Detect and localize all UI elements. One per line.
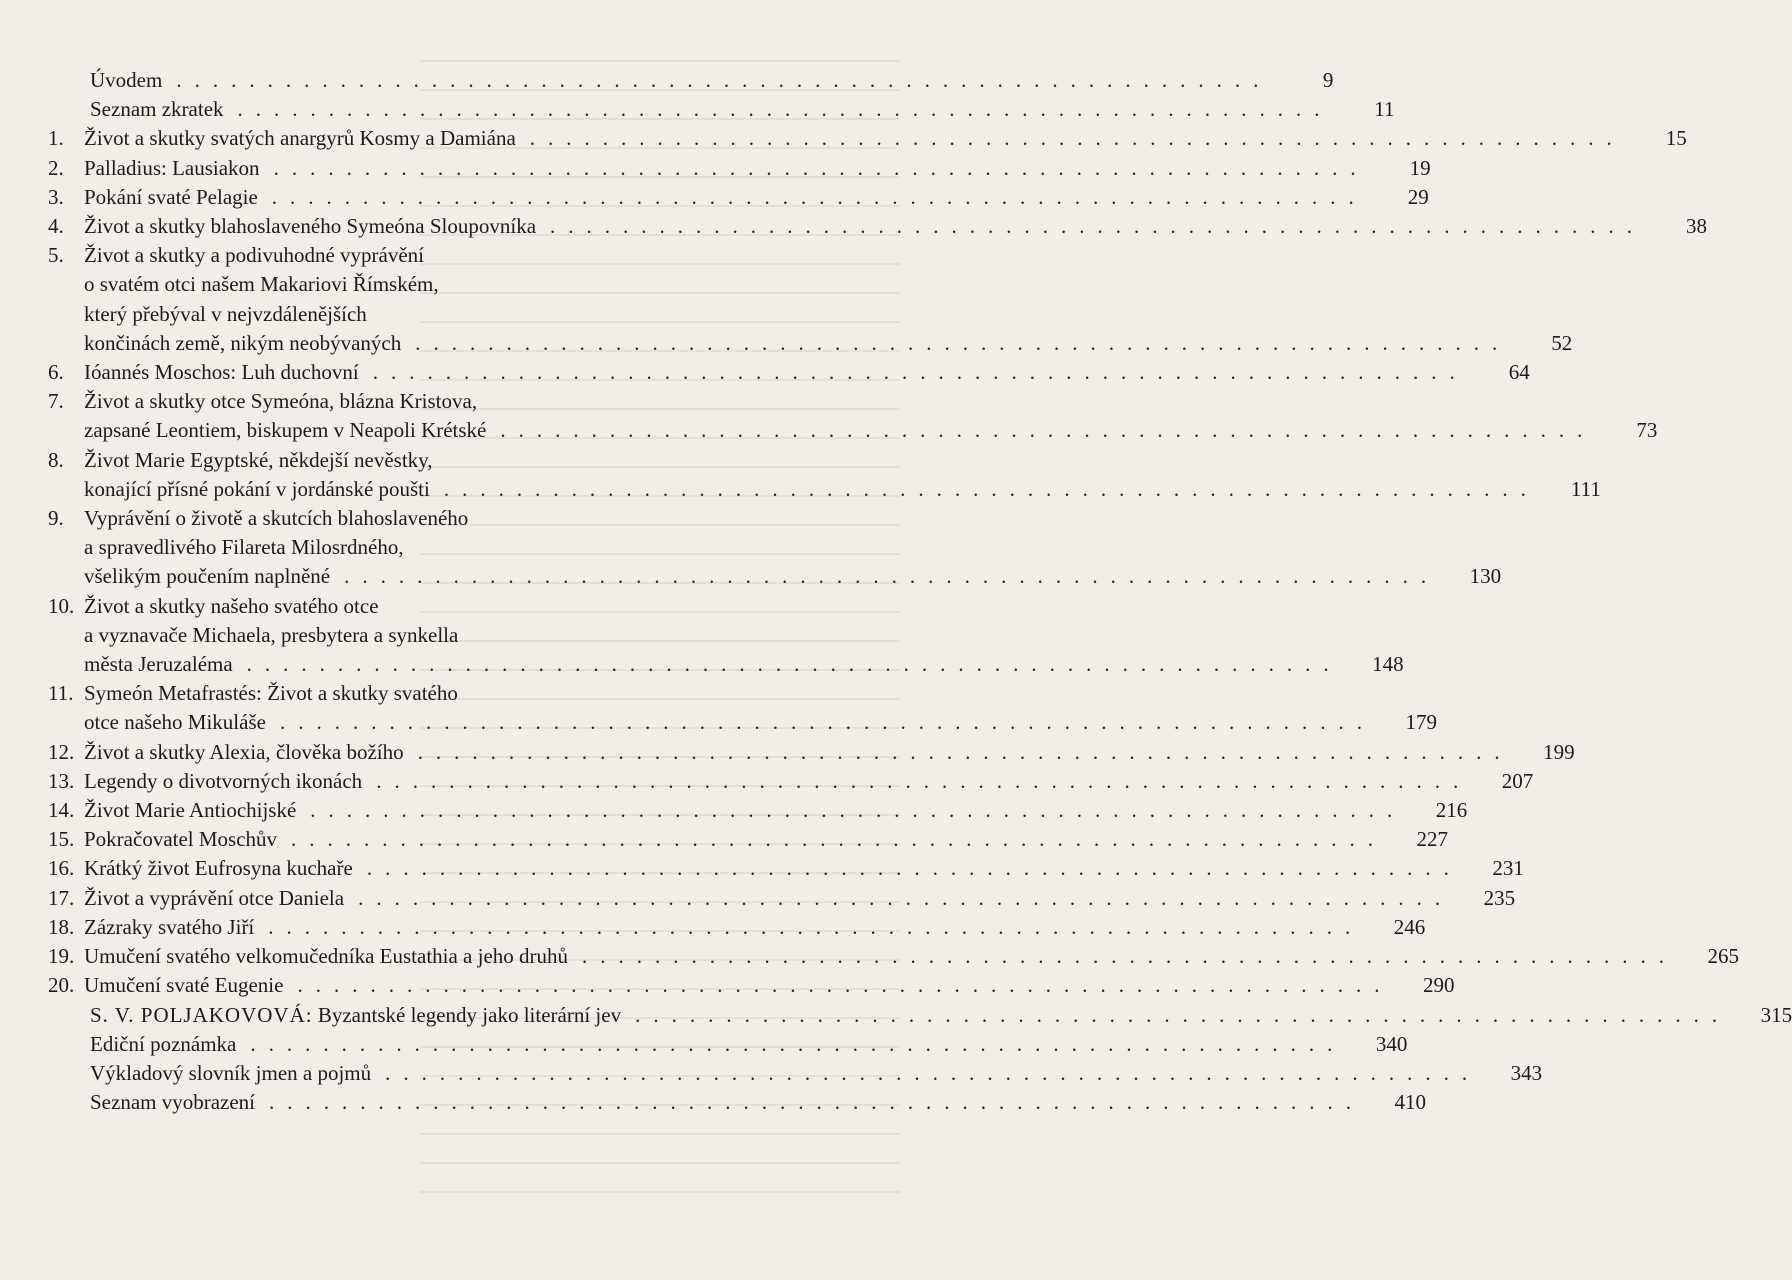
entry-text [84,1088,255,1117]
toc-entry-line [48,796,1468,825]
entry-text [84,679,458,708]
page-number: 29 [1407,184,1429,209]
dot-leader: ............................................................ [246,652,1342,677]
entry-title: Pokračovatel Moschův [84,827,278,852]
entry-title: Pokání svaté Pelagie [84,184,258,209]
dot-leader: ............................................................ [268,914,1364,939]
toc-entry-line [48,679,888,708]
toc-entry [48,592,1404,680]
toc-entry-line [48,212,1708,241]
dot-leader: ............................................................ [372,360,1468,385]
dot-leader: ............................................................ [344,564,1440,589]
entry-text [84,270,439,299]
page-number: 38 [1686,214,1708,239]
entry-text [84,154,260,183]
dot-leader: ............................................................ [273,155,1369,180]
toc-entry-line [48,124,1687,153]
toc-entry-line [48,1088,1427,1117]
page-number: 315 [1760,1002,1792,1027]
dot-leader: ............................................................ [310,798,1406,823]
page-number: 340 [1375,1031,1408,1056]
toc-entry-line [48,66,1334,95]
entry-number: 12. [48,739,75,764]
toc-entry [48,1059,1543,1088]
page-number: 216 [1435,798,1468,823]
entry-text [84,1059,371,1088]
toc-entry-line [48,592,888,621]
toc-entry-line [48,562,1502,591]
dot-leader: ............................................................ [415,330,1511,355]
dot-leader: ............................................................ [500,418,1596,443]
toc-entry [48,738,1575,767]
toc-entry-line [48,358,1530,387]
entry-text [84,504,468,533]
entry-number: 18. [48,914,75,939]
page-number: 246 [1393,914,1426,939]
toc-entry [48,942,1740,971]
toc-entry-line [48,95,1395,124]
toc-entry [48,358,1530,387]
entry-text [84,416,486,445]
dot-leader: ............................................................ [635,1002,1731,1027]
toc-entry-line [48,1030,1408,1059]
toc-entry-line [48,1001,1792,1030]
entry-text [84,942,568,971]
dot-leader: ............................................................ [385,1060,1481,1085]
entry-number: 9. [48,506,64,531]
page-number: 15 [1665,126,1687,151]
dot-leader: ............................................................ [550,214,1646,239]
entry-title: Krátký život Eufrosyna kuchaře [84,856,353,881]
entry-title: Symeón Metafrastés: Život a skutky svatého [84,681,458,706]
entry-text [84,241,424,270]
toc-entry-line [48,241,888,270]
entry-title: Výkladový slovník jmen a pojmů [90,1060,372,1085]
entry-title: konající přísné pokání v jordánské poušti [84,476,430,501]
entry-text [84,913,254,942]
entry-title: o svatém otci našem Makariovi Římském, [84,272,439,297]
toc-entry [48,446,1601,504]
toc-entry-line [48,154,1431,183]
entry-title: zapsané Leontiem, biskupem v Neapoli Krétské [84,418,487,443]
toc-entry-line [48,416,1658,445]
entry-text [84,592,379,621]
entry-number: 1. [48,126,64,151]
entry-number: 4. [48,214,64,239]
toc-entry [48,154,1431,183]
entry-number: 15. [48,827,75,852]
entry-text [84,621,458,650]
page-number: 64 [1508,360,1530,385]
toc-entry-line [48,708,1437,737]
page-number: 130 [1469,564,1502,589]
entry-title: Umučení svatého velkomučedníka Eustathia a jeho druhů [84,944,569,969]
toc-entry-line [48,446,888,475]
dot-leader: ............................................................ [291,827,1387,852]
toc-entry [48,884,1516,913]
page-number: 343 [1510,1060,1543,1085]
entry-number: 6. [48,360,64,385]
toc-entry-line [48,387,888,416]
toc-entry [48,854,1524,883]
toc-entry-line [48,738,1575,767]
entry-number: 14. [48,798,75,823]
entry-title: Legendy o divotvorných ikonách [84,768,363,793]
toc-entry [48,1088,1427,1117]
entry-title: Život a skutky svatých anargyrů Kosmy a Damiána [84,126,516,151]
entry-title: Život a skutky a podivuhodné vyprávění [84,243,425,268]
entry-title: Seznam vyobrazení [90,1090,256,1115]
entry-text [84,475,430,504]
toc-entry-line [48,504,888,533]
entry-text [84,1030,236,1059]
entry-text [84,533,404,562]
toc-entry [48,679,1437,737]
page-number: 11 [1374,97,1395,122]
dot-leader: ............................................................ [271,184,1367,209]
entry-text [84,183,258,212]
entry-number: 3. [48,184,64,209]
entry-title: Byzantské legendy jako literární jev [317,1002,622,1027]
toc-entry [48,504,1502,592]
entry-title: města Jeruzaléma [84,652,233,677]
entry-text [84,124,516,153]
entry-number: 11. [48,681,74,706]
toc-entry-line [48,971,1455,1000]
entry-title: Život Marie Egyptské, někdejší nevěstky, [84,447,433,472]
toc-entry-line [48,475,1601,504]
page-number: 52 [1551,330,1573,355]
entry-number: 2. [48,155,64,180]
entry-number: 19. [48,944,75,969]
page-number: 111 [1570,476,1601,501]
page-number: 227 [1416,827,1449,852]
toc-entry [48,971,1455,1000]
page-number: 199 [1543,739,1575,764]
toc-entry-line [48,650,1404,679]
entry-text [84,387,477,416]
entry-title: který přebýval v nejvzdálenějších [84,301,367,326]
entry-text [84,971,283,1000]
toc-entry [48,387,1658,445]
entry-title: Seznam zkratek [90,97,224,122]
entry-title: Úvodem [90,68,163,92]
entry-title: Život a skutky Alexia, člověka božího [84,739,404,764]
toc-entry-line [48,767,1534,796]
entry-title: Ediční poznámka [90,1031,237,1056]
page-number: 148 [1372,652,1404,677]
entry-title: Život Marie Antiochijské [84,798,297,823]
page-number: 207 [1501,768,1534,793]
entry-number: 5. [48,243,64,268]
toc-entry-line [48,329,1573,358]
toc-entry [48,241,1573,358]
entry-text [84,708,266,737]
entry-title: Vyprávění o životě a skutcích blahoslaveného [84,506,469,531]
dot-leader: ............................................................ [366,856,1462,881]
toc-entry-line [48,942,1740,971]
entry-text [84,66,162,95]
entry-text [84,300,367,329]
toc-entry [48,95,1395,124]
entry-title: Život a skutky blahoslaveného Symeóna Sloupovníka [84,214,537,239]
entry-text [84,738,404,767]
toc-entry-line [48,533,888,562]
page-number: 19 [1409,155,1431,180]
entry-title: Umučení svaté Eugenie [84,973,284,998]
toc-entry-line [48,854,1524,883]
entry-title: Život a skutky otce Symeóna, blázna Kristova, [84,389,478,414]
entry-number: 10. [48,593,75,618]
toc-entry [48,1001,1792,1030]
entry-title: Palladius: Lausiakon [84,155,260,180]
entry-text [84,358,359,387]
entry-text [84,329,401,358]
page-number: 9 [1322,68,1334,92]
page-number: 265 [1707,944,1740,969]
toc-entry [48,1030,1408,1059]
toc-entry-line [48,825,1449,854]
entry-text [84,650,233,679]
dot-leader: ............................................................ [417,739,1513,764]
entry-text [84,212,536,241]
page-number: 290 [1422,973,1455,998]
toc-entry-line [48,1059,1543,1088]
entry-text [84,884,344,913]
dot-leader: ............................................................ [376,768,1472,793]
entry-text [84,796,296,825]
dot-leader: ............................................................ [269,1090,1365,1115]
toc-entry [48,767,1534,796]
dot-leader: ............................................................ [297,973,1393,998]
toc-entry-line [48,621,888,650]
dot-leader: ............................................................ [529,126,1625,151]
entry-title: otce našeho Mikuláše [84,710,266,735]
entry-number: 13. [48,768,75,793]
toc-entry [48,183,1429,212]
table-of-contents [48,66,1792,1117]
entry-number: 20. [48,973,75,998]
dot-leader: ............................................................ [250,1031,1346,1056]
toc-entry [48,825,1449,854]
entry-title: a spravedlivého Filareta Milosrdného, [84,535,404,560]
page-number: 231 [1492,856,1524,881]
entry-title: Zázraky svatého Jiří [84,914,255,939]
entry-title: Život a vyprávění otce Daniela [84,885,345,910]
entry-number: 16. [48,856,75,881]
toc-entry [48,913,1426,942]
dot-leader: ............................................................ [443,476,1539,501]
dot-leader: ............................................................ [358,885,1454,910]
dot-leader: ............................................................ [582,944,1678,969]
entry-text [84,854,353,883]
toc-entry-line [48,183,1429,212]
toc-entry-line [48,913,1426,942]
entry-text [84,825,277,854]
dot-leader: ............................................................ [237,97,1333,122]
page-number: 179 [1405,710,1437,735]
entry-text [84,1001,621,1030]
dot-leader: ............................................................ [279,710,1375,735]
entry-title: končinách země, nikým neobývaných [84,330,402,355]
toc-entry-line [48,270,888,299]
dot-leader: ............................................................ [176,68,1272,92]
entry-text [84,95,224,124]
page-number: 410 [1394,1090,1427,1115]
toc-entry [48,212,1708,241]
entry-text [84,446,433,475]
entry-number: 7. [48,389,64,414]
entry-title: všelikým poučením naplněné [84,564,331,589]
toc-entry [48,66,1334,95]
entry-title: Život a skutky našeho svatého otce [84,593,379,618]
entry-text [84,562,330,591]
toc-entry-line [48,884,1516,913]
entry-title: Ióannés Moschos: Luh duchovní [84,360,359,385]
page-number: 235 [1483,885,1516,910]
page-number: 73 [1636,418,1658,443]
entry-number: 8. [48,447,64,472]
entry-number: 17. [48,885,75,910]
toc-entry-line [48,300,888,329]
entry-title: a vyznavače Michaela, presbytera a synkella [84,622,459,647]
toc-entry [48,124,1687,153]
entry-text [84,767,362,796]
entry-author: S. V. POLJAKOVOVÁ: [90,1002,313,1027]
toc-entry [48,796,1468,825]
